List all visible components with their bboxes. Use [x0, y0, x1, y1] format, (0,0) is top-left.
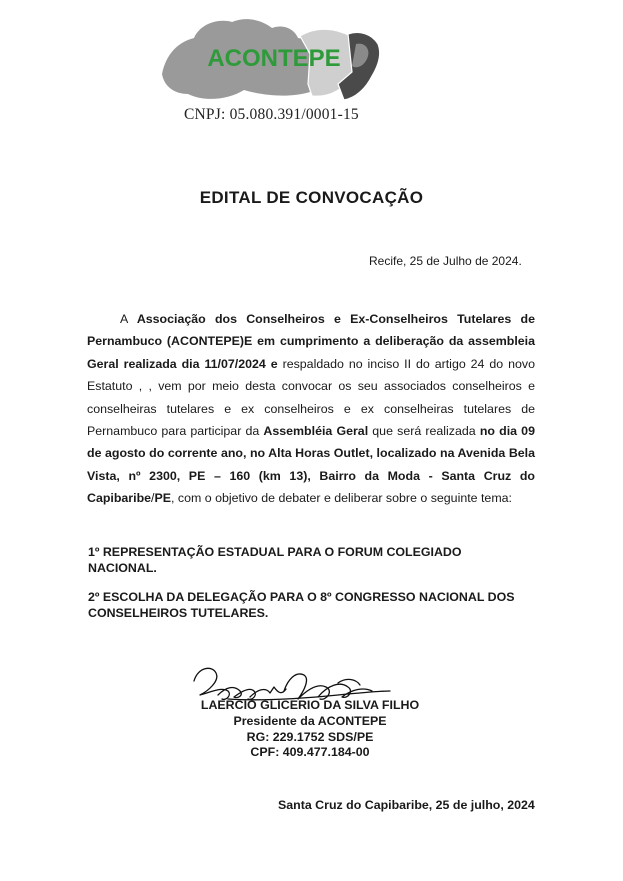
paragraph-segment: no dia 09 de agosto do corrente ano, no Alta Horas Outlet, localizado na Avenida Bela Vista, nº 2300, PE – 160 (km 13), Bairro da Moda - Santa Cruz do Capibaribe: [87, 424, 535, 506]
paragraph-segment: respaldado no inciso II do artigo 24 do novo Estatuto , , vem por meio desta convocar os seu associados conselheiros e conselheiras tutelares e ex conselheiros e ex conselheiras tutelares de Pernambuco para participar da: [87, 356, 535, 439]
date-line: Recife, 25 de Julho de 2024.: [369, 254, 522, 268]
logo-wordmark: ACONTEPE: [207, 45, 341, 72]
agenda-item-1: 1º REPRESENTAÇÃO ESTADUAL PARA O FORUM COLEGIADO NACIONAL.: [88, 545, 462, 575]
signer-name: LAERCIO GLICERIO DA SILVA FILHO: [200, 698, 420, 712]
paragraph-segment: Assembléia Geral: [263, 424, 369, 439]
convocation-paragraph: [87, 308, 535, 510]
cnpj-line: CNPJ: 05.080.391/0001-15: [184, 106, 359, 123]
paragraph-segment: A: [120, 312, 137, 326]
signer-role: Presidente da ACONTEPE: [233, 713, 387, 728]
paragraph-segment: /: [151, 491, 155, 506]
closing-place-date: Santa Cruz do Capibaribe, 25 de julho, 2024: [278, 798, 535, 812]
signer-cpf: CPF: 409.477.184-00: [250, 745, 370, 760]
paragraph-segment: Associação dos Conselheiros e Ex-Conselheiros Tutelares de Pernambuco (ACONTEPE)E em cumprimento a deliberação da assembleia Geral realizada dia 11/07/2024 e: [87, 312, 535, 371]
document-title: EDITAL DE CONVOCAÇÃO: [199, 188, 424, 207]
signature-block: [160, 698, 460, 761]
signer-rg: RG: 229.1752 SDS/PE: [246, 729, 374, 744]
agenda-item-2: 2º ESCOLHA DA DELEGAÇÃO PARA O 8º CONGRESSO NACIONAL DOS CONSELHEIROS TUTELARES.: [88, 590, 515, 620]
paragraph-segment: PE: [154, 491, 172, 506]
paragraph-segment: que será realizada: [368, 424, 480, 439]
acontepe-logo: [160, 14, 385, 106]
paragraph-segment: , com o objetivo de debater e deliberar sobre o seguinte tema:: [171, 491, 512, 506]
